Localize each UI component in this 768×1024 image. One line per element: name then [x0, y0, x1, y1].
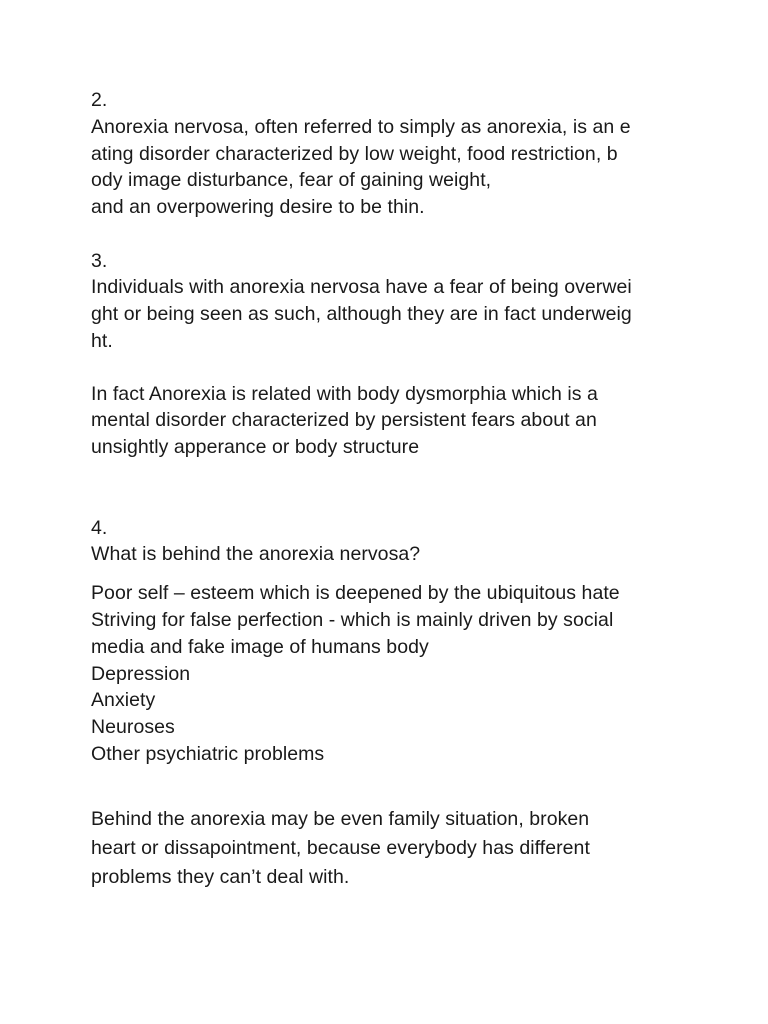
section-3-line: Individuals with anorexia nervosa have a fear of being overwei — [91, 276, 632, 298]
section-2-line: Anorexia nervosa, often referred to simply as anorexia, is an e — [91, 116, 631, 138]
section-3-extra-line: In fact Anorexia is related with body dysmorphia which is a — [91, 383, 598, 405]
section-4-closing-line: problems they can’t deal with. — [91, 866, 350, 888]
section-4-list-line: Other psychiatric problems — [91, 743, 325, 765]
section-4-list-line: Striving for false perfection - which is mainly driven by social — [91, 609, 614, 631]
section-2-number: 2. — [91, 89, 108, 111]
section-3-number: 3. — [91, 250, 108, 272]
section-2-line: and an overpowering desire to be thin. — [91, 196, 425, 218]
section-4-question: What is behind the anorexia nervosa? — [91, 543, 421, 565]
section-4-list-line: Depression — [91, 663, 191, 685]
section-3-extra-line: unsightly apperance or body structure — [91, 436, 420, 458]
section-4-list-line: Anxiety — [91, 689, 156, 711]
section-3-line: ht. — [91, 330, 113, 352]
section-4-list-line: media and fake image of humans body — [91, 636, 429, 658]
section-4-list-line: Poor self – esteem which is deepened by the ubiquitous hate — [91, 582, 620, 604]
section-4-list-line: Neuroses — [91, 716, 175, 738]
section-4-closing-line: heart or dissapointment, because everybody has different — [91, 837, 590, 859]
section-2-line: ating disorder characterized by low weight, food restriction, b — [91, 143, 618, 165]
section-4-closing-line: Behind the anorexia may be even family situation, broken — [91, 808, 590, 830]
section-3-extra-line: mental disorder characterized by persistent fears about an — [91, 409, 597, 431]
section-3-line: ght or being seen as such, although they are in fact underweig — [91, 303, 632, 325]
section-4-number: 4. — [91, 517, 108, 539]
section-2-line: ody image disturbance, fear of gaining weight, — [91, 169, 492, 191]
